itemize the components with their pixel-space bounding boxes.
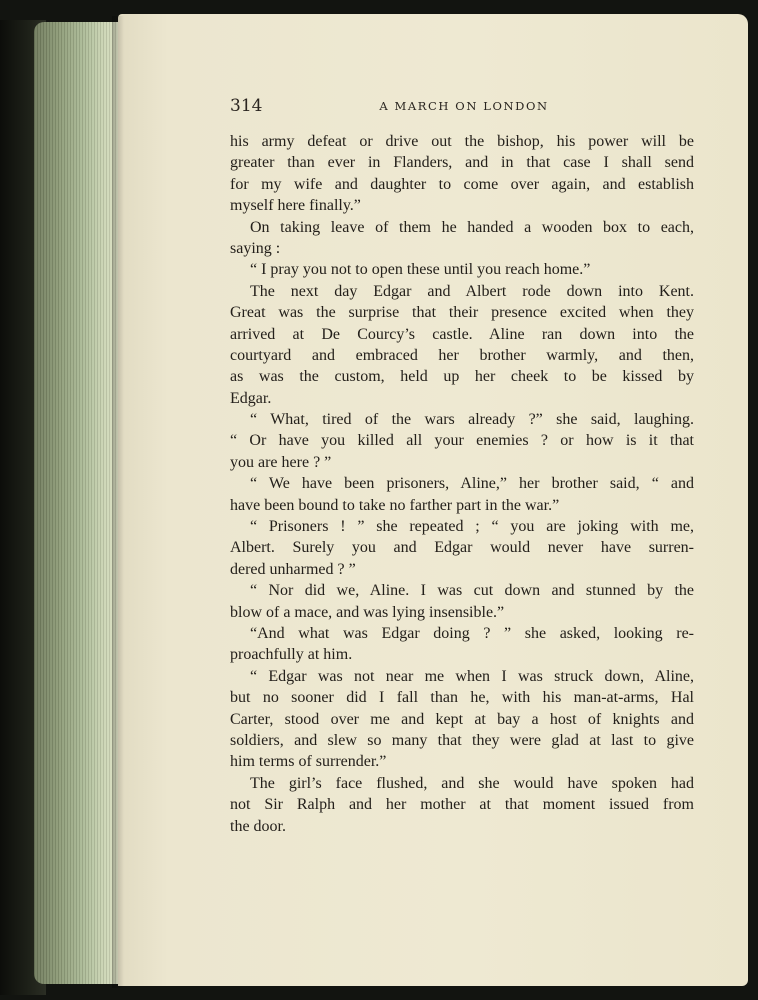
text-line: “ Nor did we, Aline. I was cut down and stunned by the xyxy=(250,582,694,600)
text-line: courtyard and embraced her brother warmly, and then, xyxy=(230,346,694,364)
text-line: proachfully at him. xyxy=(230,646,353,664)
text-line: the door. xyxy=(230,817,286,835)
text-line: “ What, tired of the wars already ?” she said, laughing. xyxy=(250,411,694,429)
text-line: “ We have been prisoners, Aline,” her brother said, “ and xyxy=(250,475,694,493)
page-header xyxy=(230,96,698,118)
text-line: arrived at De Courcy’s castle. Aline ran down into the xyxy=(230,325,694,343)
text-line: The next day Edgar and Albert rode down into Kent. xyxy=(250,282,694,300)
spine-shadow xyxy=(112,16,124,988)
text-line: Edgar. xyxy=(230,389,272,407)
text-line: you are here ? ” xyxy=(230,453,332,471)
text-line: Carter, stood over me and kept at bay a host of knights and xyxy=(230,710,694,728)
text-line: Albert. Surely you and Edgar would never have surren- xyxy=(230,539,694,557)
running-head: A MARCH ON LONDON xyxy=(379,99,549,113)
text-line: dered unharmed ? ” xyxy=(230,560,356,578)
text-line: have been bound to take no farther part in the war.” xyxy=(230,496,560,514)
text-line: “ I pray you not to open these until you reach home.” xyxy=(250,261,591,279)
text-line: as was the custom, held up her cheek to be kissed by xyxy=(230,368,694,386)
text-line: for my wife and daughter to come over again, and establish xyxy=(230,175,694,193)
text-line: The girl’s face flushed, and she would have spoken had xyxy=(250,774,694,792)
text-line: him terms of surrender.” xyxy=(230,753,387,771)
page-edges xyxy=(34,22,120,984)
text-line: soldiers, and slew so many that they were glad at last to give xyxy=(230,731,694,749)
text-line: saying : xyxy=(230,239,281,257)
text-line: his army defeat or drive out the bishop, his power will be xyxy=(230,133,694,150)
text-line: blow of a mace, and was lying insensible.” xyxy=(230,603,505,621)
body-text xyxy=(230,131,694,837)
text-line: Great was the surprise that their presence excited when they xyxy=(230,304,694,322)
text-line: greater than ever in Flanders, and in that case I shall send xyxy=(230,154,694,172)
text-line: “ Edgar was not near me when I was struck down, Aline, xyxy=(250,667,694,685)
text-line: “ Or have you killed all your enemies ? or how is it that xyxy=(230,432,694,450)
text-line: “ Prisoners ! ” she repeated ; “ you are joking with me, xyxy=(250,518,694,536)
page-number: 314 xyxy=(230,96,263,116)
text-line: myself here finally.” xyxy=(230,197,361,215)
text-line: not Sir Ralph and her mother at that moment issued from xyxy=(230,796,694,814)
text-line: but no sooner did I fall than he, with his man-at-arms, Hal xyxy=(230,689,694,707)
text-line: On taking leave of them he handed a wooden box to each, xyxy=(250,218,694,236)
text-line: “And what was Edgar doing ? ” she asked, looking re- xyxy=(250,624,694,642)
